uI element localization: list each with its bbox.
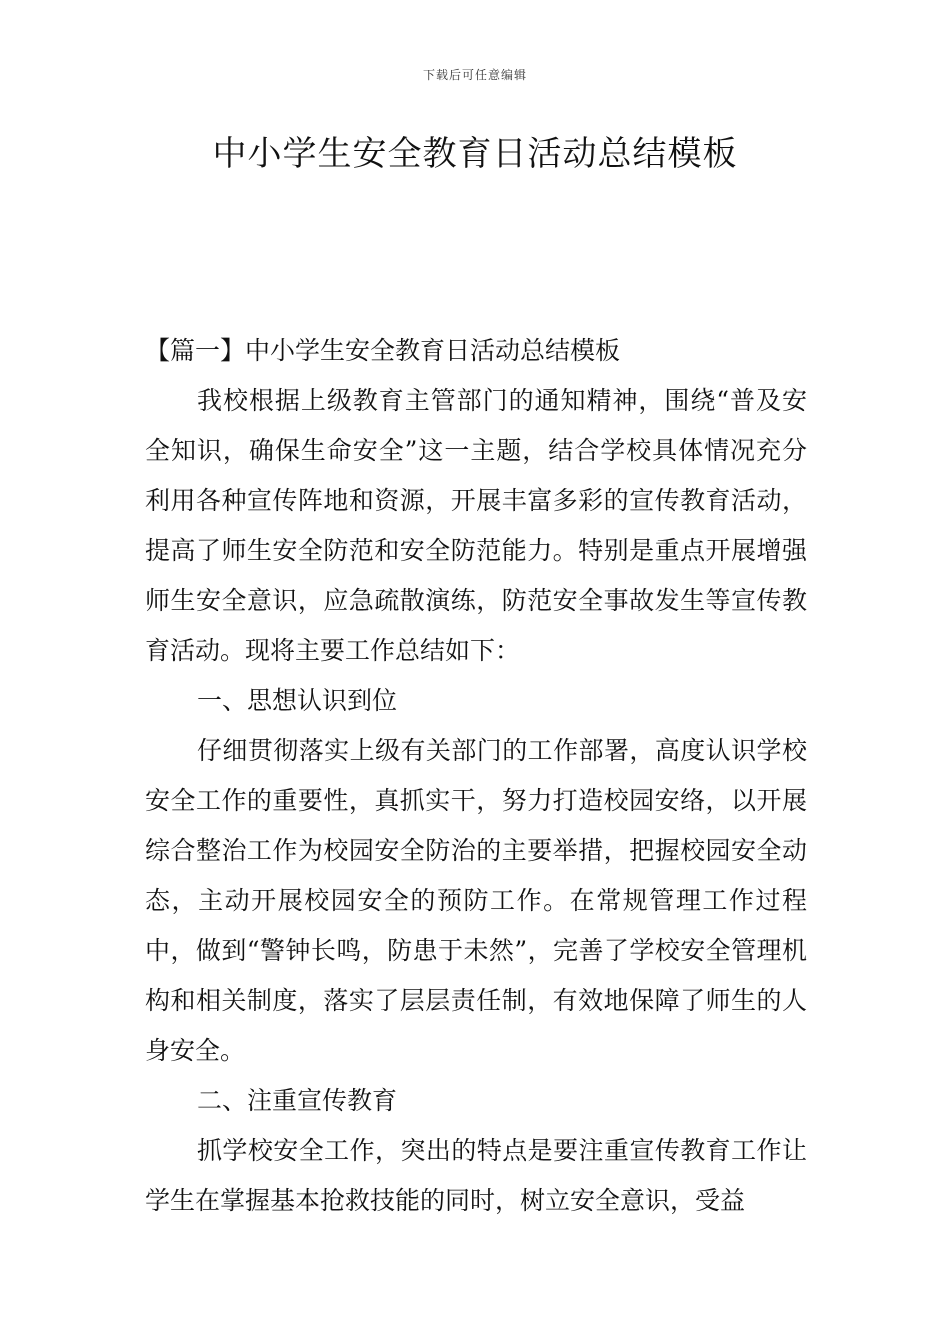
section-heading-2: 二、注重宣传教育 <box>197 1086 398 1115</box>
article-heading: 【篇一】中小学生安全教育日活动总结模板 <box>145 336 621 365</box>
header-note: 下载后可任意编辑 <box>422 68 527 82</box>
intro-paragraph: 我校根据上级教育主管部门的通知精神，围绕“普及安全知识，确保生命安全”这一主题，结合学校具体情况充分利用各种宣传阵地和资源，开展丰富多彩的宣传教育活动，提高了师生安全防范和安全防范能力。特别是重点开展增强师生安全意识，应急疏散演练，防范安全事故发生等宣传教育活动。现将主要工作总结如下： <box>145 386 807 665</box>
section-2-paragraph: 抓学校安全工作，突出的特点是要注重宣传教育工作让学生在掌握基本抢救技能的同时，树立安全意识，受益 <box>145 1136 807 1215</box>
section-heading-1: 一、思想认识到位 <box>197 686 398 715</box>
document-title: 中小学生安全教育日活动总结模板 <box>212 134 738 174</box>
document-body <box>145 326 807 1226</box>
section-1-paragraph: 仔细贯彻落实上级有关部门的工作部署，高度认识学校安全工作的重要性，真抓实干，努力打造校园安络，以开展综合整治工作为校园安全防治的主要举措，把握校园安全动态，主动开展校园安全的预防工作。在常规管理工作过程中，做到“警钟长鸣，防患于未然”，完善了学校安全管理机构和相关制度，落实了层层责任制，有效地保障了师生的人身安全。 <box>145 736 807 1065</box>
